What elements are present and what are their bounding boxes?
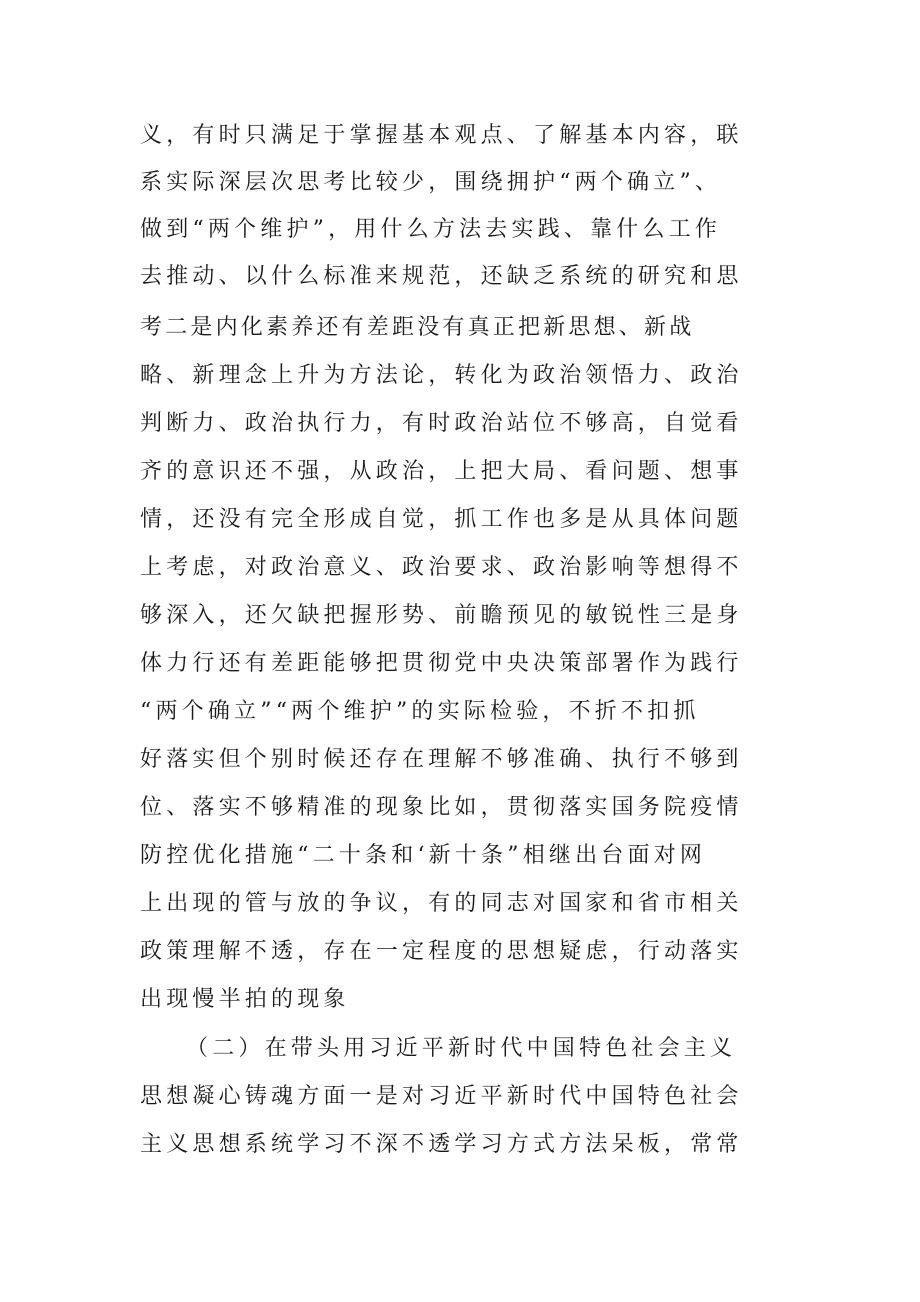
text-line: 体力行还有差距能够把贯彻党中央决策部署作为践行 [140,651,743,676]
text-line: 系实际深层次思考比较少，围绕拥护“两个确立”、 [140,170,722,195]
text-line: 政策理解不透，存在一定程度的思想疑虑，行动落实 [140,939,743,964]
text-line: 主义思想系统学习不深不透学习方式方法呆板，常常 [140,1132,743,1157]
text-line: 出现慢半拍的现象 [140,987,350,1012]
text-line: 够深入，还欠缺把握形势、前瞻预见的敏锐性三是身 [140,603,743,628]
text-line: 情，还没有完全形成自觉，抓工作也多是从具体问题 [140,507,743,532]
text-line: 思想凝心铸魂方面一是对习近平新时代中国特色社会 [140,1084,743,1109]
text-line: “两个确立”“两个维护”的实际检验，不折不扣抓 [140,699,700,724]
text-line: 防控优化措施“二十条和‘新十条”相继出台面对网 [140,843,707,868]
text-line: 考二是内化素养还有差距没有真正把新思想、新战 [140,315,695,340]
text-line: 做到“两个维护”，用什么方法去实践、靠什么工作 [140,217,722,242]
text-line: 上出现的管与放的争议，有的同志对国家和省市相关 [140,891,743,916]
text-line: 位、落实不够精准的现象比如，贯彻落实国务院疫情 [140,795,743,820]
text-line: 去推动、以什么标准来规范，还缺乏系统的研究和思 [140,264,743,289]
text-line: 义，有时只满足于掌握基本观点、了解基本内容，联 [140,123,743,148]
text-line: 齐的意识还不强，从政治，上把大局、看问题、想事 [140,459,743,484]
text-line: 略、新理念上升为方法论，转化为政治领悟力、政治 [140,363,743,388]
section-heading-line: （二）在带头用习近平新时代中国特色社会主义 [186,1036,737,1061]
text-line: 上考虑，对政治意义、政治要求、政治影响等想得不 [140,555,743,580]
text-line: 判断力、政治执行力，有时政治站位不够高，自觉看 [140,411,743,436]
text-line: 好落实但个别时候还存在理解不够准确、执行不够到 [140,747,743,772]
